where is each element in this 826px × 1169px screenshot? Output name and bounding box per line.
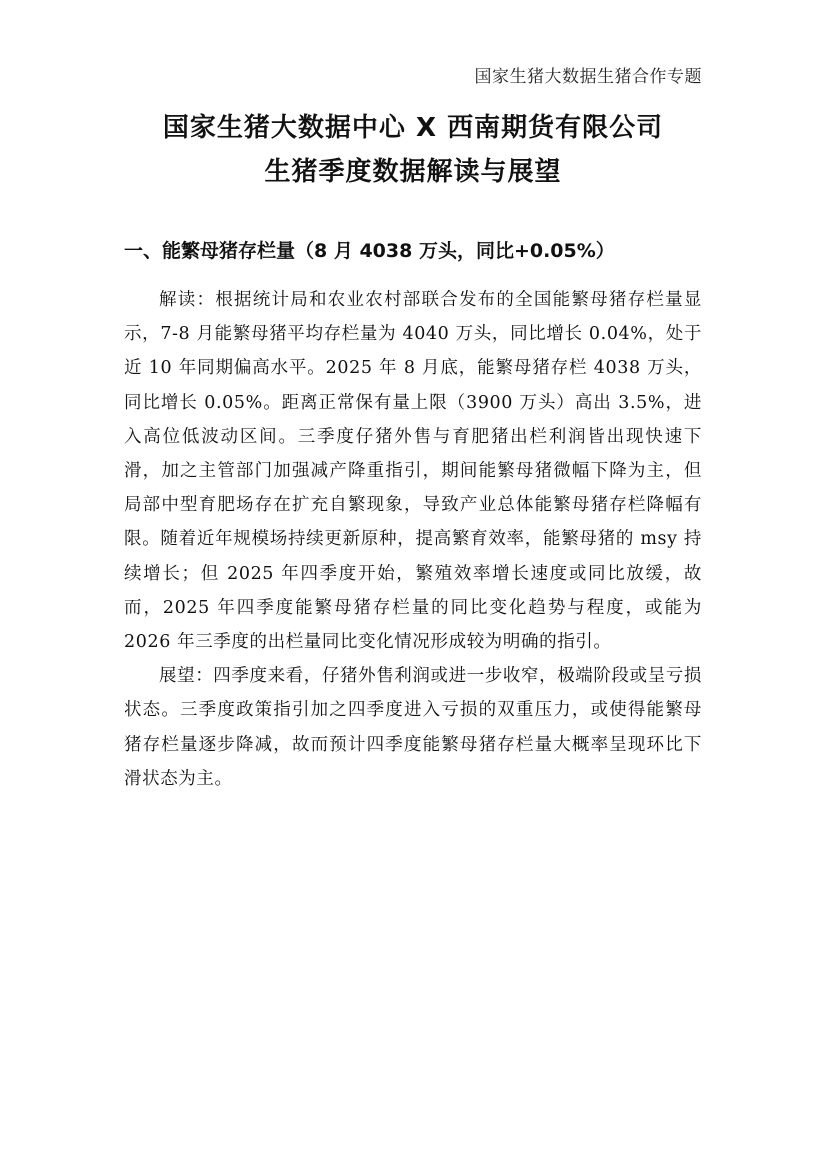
outlook-paragraph: 展望：四季度来看，仔猪外售利润或进一步收窄，极端阶段或呈亏损状态。三季度政策指引加之四季度进入亏损的双重压力，或使得能繁母猪存栏量逐步降减，故而预计四季度能繁母猪存栏量大概率呈现环比下滑状态为主。 (124, 666, 702, 789)
section-heading-1: 一、能繁母猪存栏量（8 月 4038 万头，同比+0.05%） (124, 240, 615, 262)
section-body-1 (124, 283, 702, 796)
document-title (0, 106, 826, 194)
title-line-1: 国家生猪大数据中心 X 西南期货有限公司 (162, 113, 664, 143)
series-label: 国家生猪大数据生猪合作专题 (474, 67, 702, 87)
interpretation-paragraph: 解读：根据统计局和农业农村部联合发布的全国能繁母猪存栏量显示，7-8 月能繁母猪平均存栏量为 4040 万头，同比增长 0.04%，处于近 10 年同期偏高水平。2025 年 8 月底，能繁母猪存栏 4038 万头，同比增长 0.05%。距离正常保有量上限（3900 万头）高出 3.5%，进入高位低波动区间。三季度仔猪外售与育肥猪出栏利润皆出现快速下滑，加之主管部门加强减产降重指引，期间能繁母猪微幅下降为主，但局部中型育肥场存在扩充自繁现象，导致产业总体能繁母猪存栏降幅有限。随着近年规模场持续更新原种，提高繁育效率，能繁母猪的 msy 持续增长；但 2025 年四季度开始，繁殖效率增长速度或同比放缓，故而，2025 年四季度能繁母猪存栏量的同比变化趋势与程度，或能为 2026 年三季度的出栏量同比变化情况形成较为明确的指引。 (124, 290, 702, 653)
title-line-2: 生猪季度数据解读与展望 (264, 157, 562, 187)
